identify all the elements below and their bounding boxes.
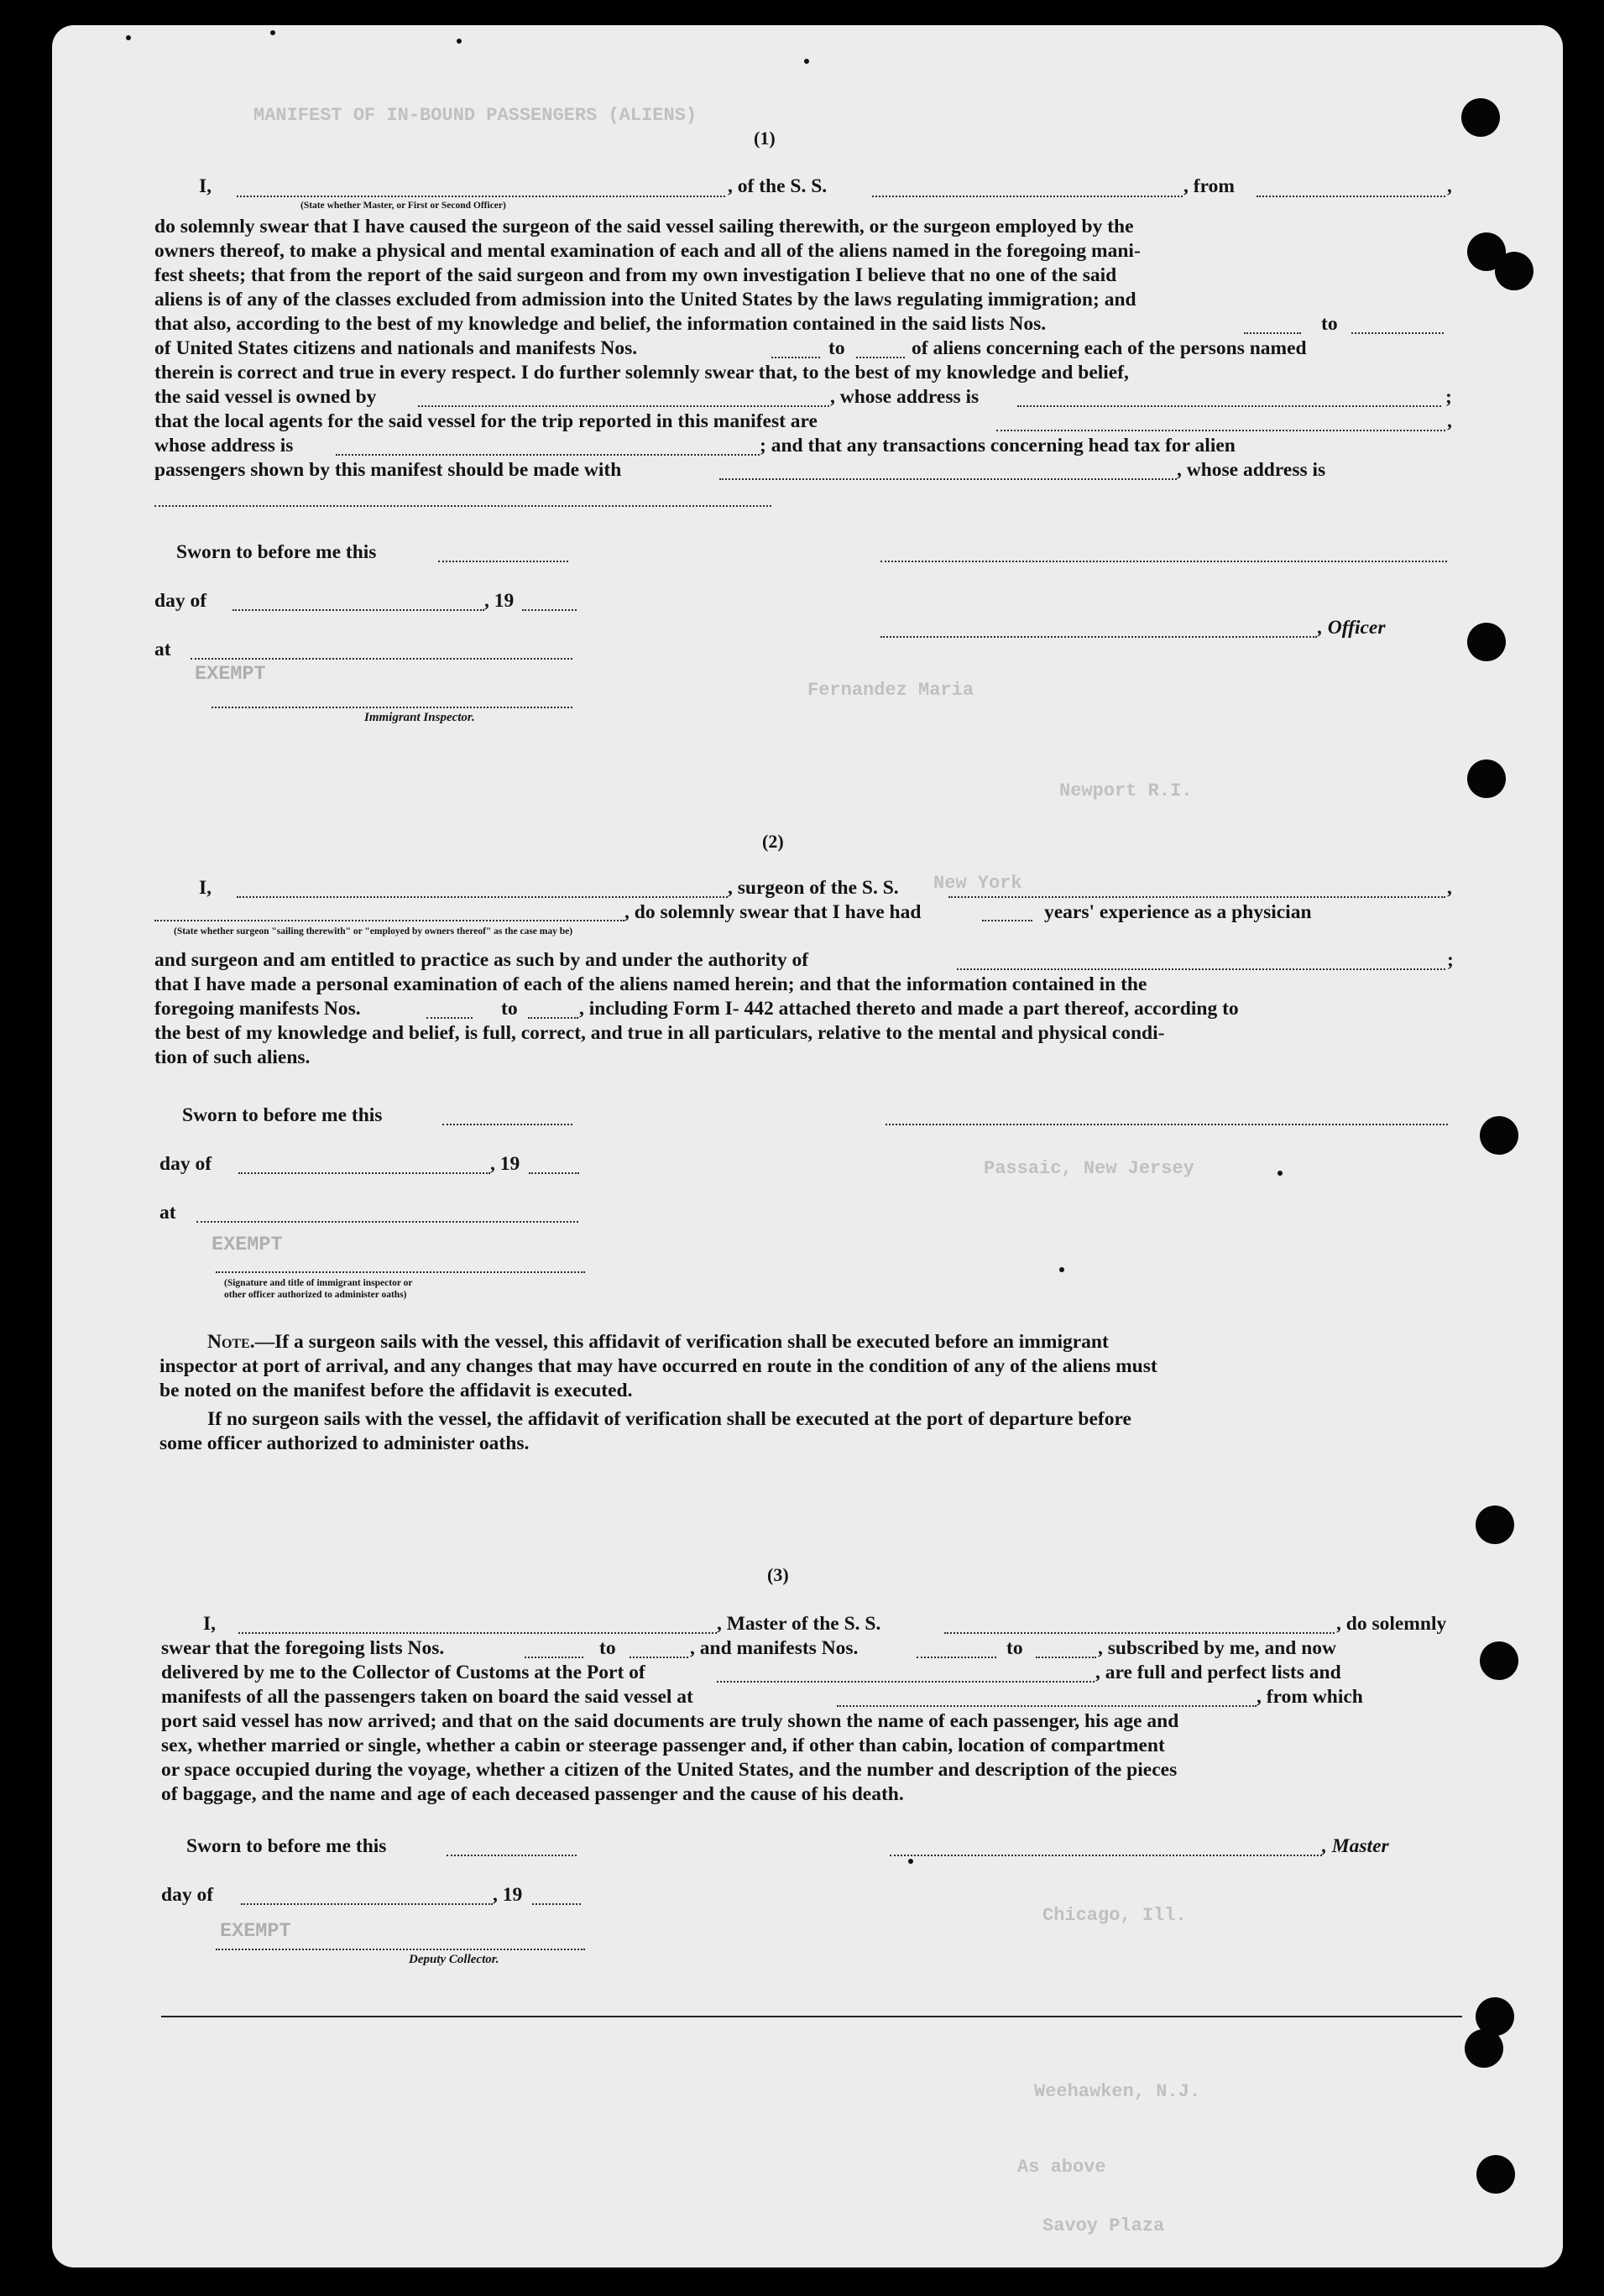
s1-body-line: owners thereof, to make a physical and mental examination of each and all of the aliens named in the foregoing mani- xyxy=(154,240,1141,262)
s3-exempt-stamp: EXEMPT xyxy=(220,1920,291,1943)
s1-month-line[interactable] xyxy=(233,609,484,611)
s1-at: at xyxy=(154,639,171,660)
s1-agents-line[interactable] xyxy=(996,430,1445,431)
s2-including: , including Form I- 442 attached thereto and made a part thereof, according to xyxy=(579,998,1239,1020)
s2-surgeon-name-line[interactable] xyxy=(237,896,728,898)
s1-day-of: day of xyxy=(154,590,207,612)
s3-body-line: or space occupied during the voyage, whether a citizen of the United States, and the number and description of the pieces xyxy=(161,1759,1178,1781)
s2-manifests-from-line[interactable] xyxy=(426,1017,473,1019)
s1-lists-to-line[interactable] xyxy=(1351,332,1444,334)
s3-manifests-from-line[interactable] xyxy=(917,1657,996,1658)
bleed-text: New York xyxy=(933,873,1022,894)
s3-departure-port-line[interactable] xyxy=(837,1705,1257,1707)
s3-body-line: of baggage, and the name and age of each deceased passenger and the cause of his death. xyxy=(161,1783,904,1805)
s3-perfect: , are full and perfect lists and xyxy=(1095,1662,1341,1683)
s2-swear: , do solemnly swear that I have had xyxy=(624,901,922,923)
s2-signature-line[interactable] xyxy=(886,1124,1448,1125)
punch-hole xyxy=(1467,623,1506,661)
s3-body-line: port said vessel has now arrived; and that on the said documents are truly shown the name of each passenger, his age and xyxy=(161,1710,1179,1732)
punch-hole xyxy=(1476,2155,1515,2194)
s1-sworn: Sworn to before me this xyxy=(176,541,377,563)
s1-body-line: aliens is of any of the classes excluded from admission into the United States by the laws regulating immigration; and xyxy=(154,289,1136,310)
scan-speck xyxy=(457,39,462,44)
document-sheet xyxy=(52,25,1563,2267)
s2-sworn-day-line[interactable] xyxy=(442,1124,572,1125)
punch-hole xyxy=(1476,1505,1514,1544)
s1-at-line[interactable] xyxy=(191,658,572,660)
s1-body-line: fest sheets; that from the report of the said surgeon and from my own investigation I believe that no one of the said xyxy=(154,264,1117,286)
s1-agent-address-line[interactable] xyxy=(336,454,760,456)
s1-exempt-stamp: EXEMPT xyxy=(195,663,266,686)
s3-sworn: Sworn to before me this xyxy=(186,1835,387,1857)
s1-to: to xyxy=(828,337,845,359)
s2-at-line[interactable] xyxy=(196,1221,578,1223)
s2-note-line: some officer authorized to administer oaths. xyxy=(159,1432,530,1454)
s1-ship-line[interactable] xyxy=(872,196,1183,197)
s2-inspector-line[interactable] xyxy=(216,1271,585,1273)
s3-manifests-all: manifests of all the passengers taken on board the said vessel at xyxy=(161,1686,693,1708)
s3-delivered: delivered by me to the Collector of Customs at the Port of xyxy=(161,1662,645,1683)
s2-note-line: be noted on the manifest before the affidavit is executed. xyxy=(159,1380,633,1401)
s2-note-line-1 xyxy=(207,1330,1109,1354)
bleed-text: As above xyxy=(1017,2157,1106,2178)
s3-port-line[interactable] xyxy=(717,1681,1095,1683)
s2-sworn: Sworn to before me this xyxy=(182,1104,383,1126)
s2-body-line: that I have made a personal examination of each of the aliens named herein; and that the information contained in the xyxy=(154,973,1147,995)
s3-master-of: , Master of the S. S. xyxy=(717,1613,881,1635)
section-2-number: (2) xyxy=(762,831,784,852)
s3-from-which: , from which xyxy=(1257,1686,1363,1708)
s1-owner-line[interactable] xyxy=(418,405,829,407)
s2-at: at xyxy=(159,1202,176,1224)
bleed-header: MANIFEST OF IN-BOUND PASSENGERS (ALIENS) xyxy=(253,105,698,126)
s1-sworn-day-line[interactable] xyxy=(438,561,568,562)
s1-body-line: whose address is xyxy=(154,435,294,457)
s3-to: to xyxy=(1006,1637,1023,1659)
s2-years-line[interactable] xyxy=(982,920,1032,921)
section-1-number: (1) xyxy=(754,128,776,149)
s3-sworn-day-line[interactable] xyxy=(447,1855,577,1856)
s2-sig-note-2: other officer authorized to administer oaths) xyxy=(224,1290,407,1300)
s3-master-signature-line[interactable] xyxy=(890,1855,1322,1856)
s2-authority-line[interactable] xyxy=(957,968,1445,970)
scan-speck xyxy=(804,59,809,64)
s1-officer-line[interactable] xyxy=(237,196,725,197)
bottom-rule xyxy=(161,2016,1462,2017)
s1-inspector-label: Immigrant Inspector. xyxy=(364,711,475,724)
s3-I: I, xyxy=(203,1613,217,1635)
s3-do-solemnly: , do solemnly xyxy=(1336,1613,1447,1635)
s2-note-line: If no surgeon sails with the vessel, the affidavit of verification shall be executed at the port of departure before xyxy=(207,1408,1131,1430)
s1-body-line: that also, according to the best of my knowledge and belief, the information contained in the said lists Nos. xyxy=(154,313,1047,335)
s1-head-tax-address-line[interactable] xyxy=(154,505,771,507)
s3-year: , 19 xyxy=(493,1884,523,1906)
s3-deputy-line[interactable] xyxy=(216,1949,585,1950)
punch-hole xyxy=(1465,2029,1503,2068)
scan-speck xyxy=(908,1859,913,1864)
s3-lists-from-line[interactable] xyxy=(525,1657,583,1658)
s1-body-line: passengers shown by this manifest should be made with xyxy=(154,459,622,481)
s1-manifests-from-line[interactable] xyxy=(771,357,820,358)
scan-speck xyxy=(270,30,275,35)
s3-subscribed: , subscribed by me, and now xyxy=(1098,1637,1337,1659)
s1-of-ss: , of the S. S. xyxy=(728,175,828,197)
bleed-text: Weehawken, N.J. xyxy=(1034,2081,1201,2102)
s1-body-line: therein is correct and true in every respect. I do further solemnly swear that, to the best of my knowledge and belief, xyxy=(154,362,1129,384)
punch-hole xyxy=(1480,1116,1518,1155)
s3-month-line[interactable] xyxy=(241,1903,493,1905)
s1-body-line: the said vessel is owned by xyxy=(154,386,377,408)
punch-hole xyxy=(1461,98,1500,137)
s2-body-line: and surgeon and am entitled to practice as such by and under the authority of xyxy=(154,949,809,971)
s2-comma: , xyxy=(1447,877,1452,899)
s1-manifests-to-line[interactable] xyxy=(856,357,905,358)
s1-body-line: do solemnly swear that I have caused the surgeon of the said vessel sailing therewith, or the surgeon employed by the xyxy=(154,216,1134,237)
s2-semicolon: ; xyxy=(1447,949,1454,971)
s2-day-of: day of xyxy=(159,1153,212,1175)
s3-day-of: day of xyxy=(161,1884,214,1906)
s1-year-line[interactable] xyxy=(522,609,577,611)
s2-body-line: tion of such aliens. xyxy=(154,1046,311,1068)
s3-swear-lists: swear that the foregoing lists Nos. xyxy=(161,1637,445,1659)
scan-speck xyxy=(126,35,131,40)
s1-officer-label: , Officer xyxy=(1318,617,1386,639)
s3-master-name-line[interactable] xyxy=(238,1632,717,1634)
s2-surgeon-type-line[interactable] xyxy=(154,920,624,921)
punch-hole xyxy=(1467,759,1506,798)
s3-year-line[interactable] xyxy=(532,1903,581,1905)
s1-body-line: of United States citizens and nationals and manifests Nos. xyxy=(154,337,638,359)
s2-body-line: the best of my knowledge and belief, is full, correct, and true in all particulars, relative to the mental and physical condi- xyxy=(154,1022,1165,1044)
s2-note-line: inspector at port of arrival, and any changes that may have occurred en route in the condition of any of the aliens must xyxy=(159,1355,1157,1377)
s1-from: , from xyxy=(1183,175,1235,197)
bleed-text: Savoy Plaza xyxy=(1042,2215,1165,2236)
scan-speck xyxy=(1277,1171,1283,1176)
s1-of-aliens: of aliens concerning each of the persons named xyxy=(912,337,1307,359)
s1-whose-address-2: , whose address is xyxy=(1177,459,1326,481)
s1-year: , 19 xyxy=(484,590,515,612)
s2-to: to xyxy=(501,998,518,1020)
s2-years: years' experience as a physician xyxy=(1044,901,1312,923)
s3-manifests-to-line[interactable] xyxy=(1036,1657,1096,1658)
s1-officer-signature-line[interactable] xyxy=(880,561,1447,562)
s1-inspector-line[interactable] xyxy=(212,707,572,708)
s2-body-line: foregoing manifests Nos. xyxy=(154,998,361,1020)
s1-comma: , xyxy=(1447,410,1452,432)
s1-lists-from-line[interactable] xyxy=(1244,332,1301,334)
s2-month-line[interactable] xyxy=(238,1172,490,1174)
s3-master-label: , Master xyxy=(1322,1835,1389,1857)
s2-sig-note-1: (Signature and title of immigrant inspector or xyxy=(224,1278,413,1288)
s2-surgeon-caption: (State whether surgeon "sailing therewith" or "employed by owners thereof" as the case may be) xyxy=(174,926,573,937)
s2-exempt-stamp: EXEMPT xyxy=(212,1234,283,1256)
bleed-text: Passaic, New Jersey xyxy=(984,1158,1194,1179)
s2-I: I, xyxy=(199,877,212,899)
s1-officer-caption: (State whether Master, or First or Second Officer) xyxy=(300,201,506,211)
s2-year-line[interactable] xyxy=(529,1172,579,1174)
s3-ship-line[interactable] xyxy=(944,1632,1335,1634)
bleed-text: Fernandez Maria xyxy=(807,680,974,701)
bleed-text: Newport R.I. xyxy=(1059,780,1193,801)
s2-year: , 19 xyxy=(490,1153,520,1175)
bleed-text: Chicago, Ill. xyxy=(1042,1905,1187,1926)
s2-surgeon-of: , surgeon of the S. S. xyxy=(728,877,899,899)
s1-officer-name-line[interactable] xyxy=(880,636,1317,638)
s3-deputy-label: Deputy Collector. xyxy=(409,1953,499,1966)
s1-whose-address: , whose address is xyxy=(830,386,980,408)
s3-and-manifests: , and manifests Nos. xyxy=(690,1637,859,1659)
s2-note-text: —If a surgeon sails with the vessel, this affidavit of verification shall be executed before an immigrant xyxy=(254,1331,1109,1353)
s1-body-line: that the local agents for the said vessel for the trip reported in this manifest are xyxy=(154,410,818,432)
s2-note-label: Note. xyxy=(207,1331,255,1353)
s1-head-tax-line[interactable] xyxy=(719,478,1177,480)
s1-from-line[interactable] xyxy=(1257,196,1445,197)
s2-ship-line[interactable] xyxy=(948,896,1445,898)
s3-body-line: sex, whether married or single, whether a cabin or steerage passenger and, if other than cabin, location of compartment xyxy=(161,1735,1165,1756)
s1-I: I, xyxy=(199,175,212,197)
punch-hole xyxy=(1480,1641,1518,1680)
punch-hole xyxy=(1495,252,1533,290)
scan-speck xyxy=(1059,1267,1064,1272)
s2-manifests-to-line[interactable] xyxy=(528,1017,578,1019)
s1-owner-address-line[interactable] xyxy=(1017,405,1441,407)
s1-semicolon: ; xyxy=(1445,386,1452,408)
s3-to: to xyxy=(599,1637,616,1659)
s1-comma: , xyxy=(1447,175,1452,197)
s3-lists-to-line[interactable] xyxy=(630,1657,688,1658)
s1-to: to xyxy=(1321,313,1338,335)
s1-head-tax: ; and that any transactions concerning head tax for alien xyxy=(760,435,1236,457)
section-3-number: (3) xyxy=(767,1564,789,1585)
